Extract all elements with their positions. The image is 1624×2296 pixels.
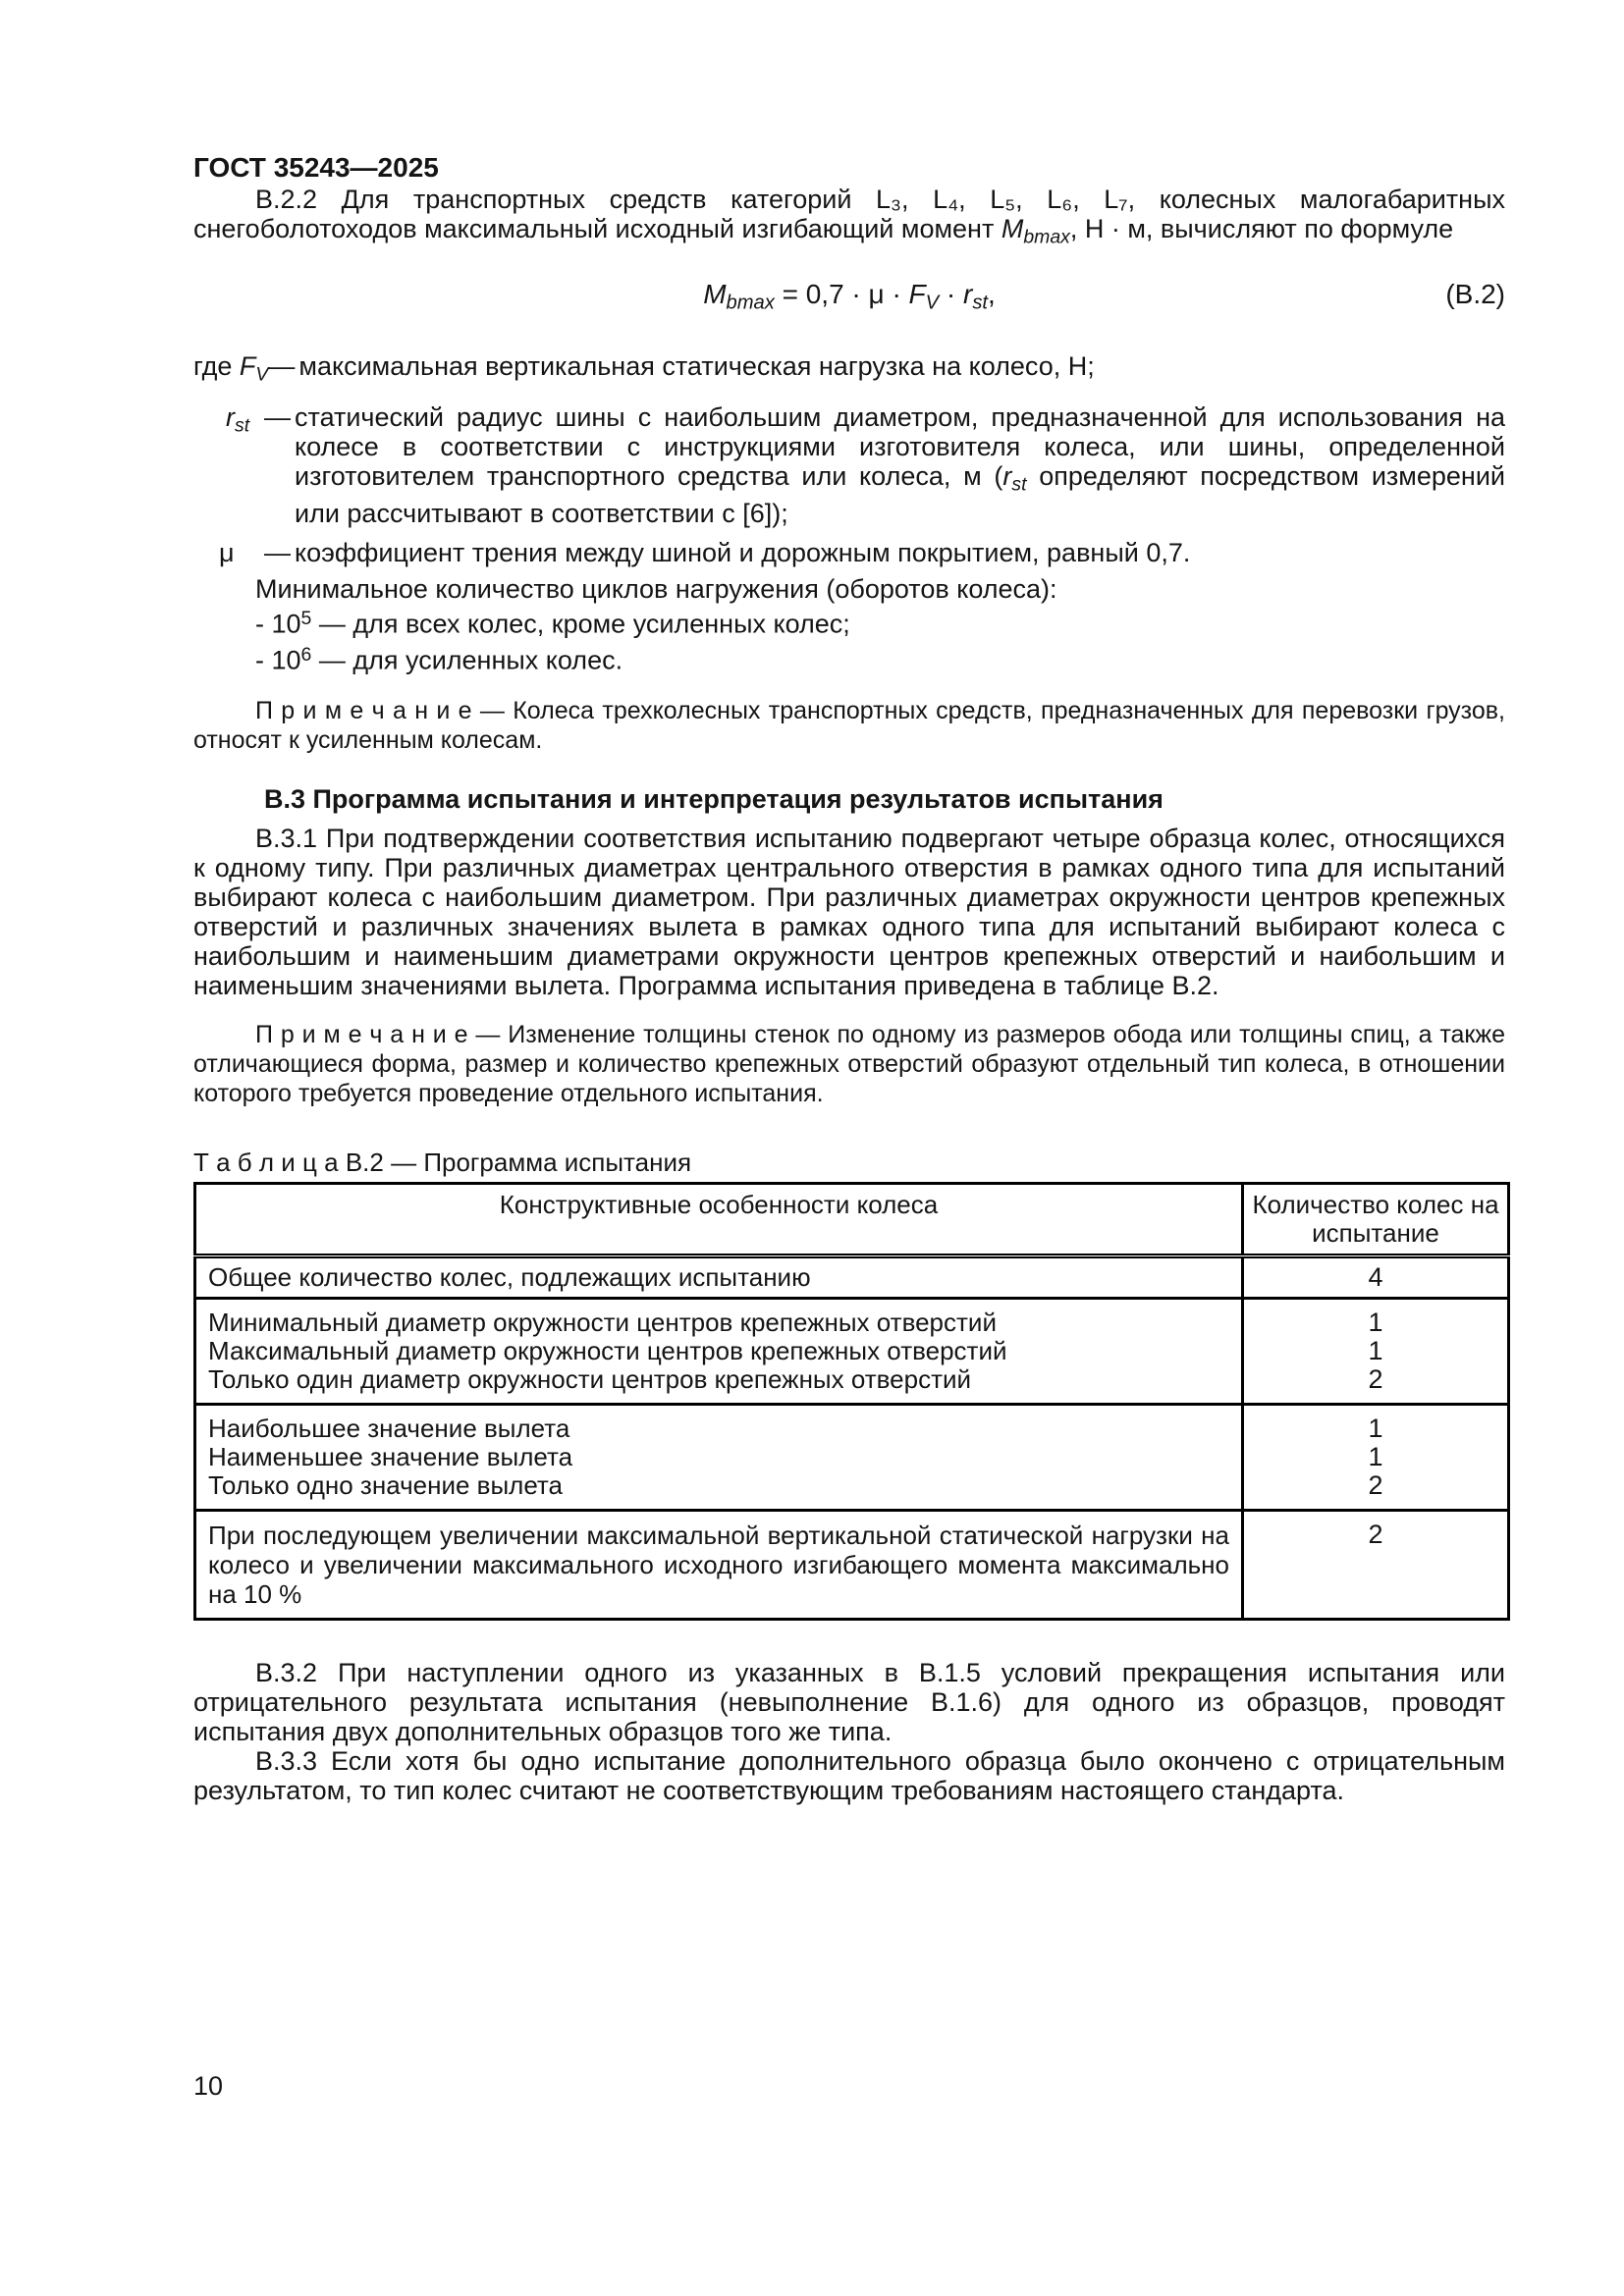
b22-moment-symbol: M: [1001, 214, 1024, 243]
cycles-item-1: [193, 604, 1505, 640]
cycle-2-base: 10: [271, 645, 301, 675]
group-bolt-circle-texts: [195, 1298, 1243, 1404]
cell-text: При последующем увеличении максимальной вертикальной статической нагрузки на колесо и увеличении максимального исходного изгибающего момента максимально на 10 %: [208, 1520, 1229, 1609]
paragraph-b22: [193, 185, 1505, 251]
paragraph-b31: В.3.1 При подтверждении соответствия испытанию подвергают четыре образца колес, относящихся к одному типу. При различных диаметрах центрального отверстия в рамках одного типа для испытаний выбирают колеса с наибольшим диаметром. При различных диаметрах окружности центров крепежных отверстий и различных значениях вылета в рамках одного типа для испытаний выбирают колеса с наибольшим и наименьшим диаметрами окружности центров крепежных отверстий и наибольшим и наименьшим значениями вылета. Программа испытания приведена в таблице В.2.: [193, 823, 1505, 1000]
cell-value: 1: [1368, 1335, 1383, 1365]
cycle-2-prefix: -: [255, 645, 272, 675]
note-1-label: П р и м е ч а н и е: [255, 696, 472, 724]
formula-expression: [703, 279, 996, 315]
b22-text-3: , Н · м, вычисляют по формуле: [1069, 214, 1454, 243]
cycles-item-2: [193, 640, 1505, 676]
cycle-1-prefix: -: [255, 610, 272, 640]
definition-mu: [193, 538, 1505, 567]
definition-fv: [193, 351, 1505, 389]
table-row: [195, 1510, 1509, 1619]
fv-symbol-sub: V: [255, 363, 269, 386]
rst-inline-symbol: r: [1002, 460, 1012, 491]
cycle-2-text: — для усиленных колес.: [311, 645, 623, 675]
note-2-label: П р и м е ч а н и е: [255, 1020, 468, 1048]
b22-text-1: В.2.2 Для транспортных средств категорий: [255, 185, 877, 214]
cell-value: 1: [1368, 1441, 1383, 1471]
table-body: [195, 1255, 1509, 1619]
cell-text: Только один диаметр окружности центров крепежных отверстий: [208, 1364, 972, 1394]
rst-text-pre: статический радиус шины с наибольшим диаметром, предназначенной для использования на колесе в соответствии с инструкциями изготовителя колеса, или шины, определенной изготовителем транспортного средства или колеса, м (: [295, 401, 1505, 491]
definition-fv-text: максимальная вертикальная статическая нагрузка на колесо, Н;: [298, 351, 1095, 382]
cell-text: Максимальный диаметр окружности центров крепежных отверстий: [208, 1336, 1007, 1365]
rst-inline-symbol-sub: st: [1011, 473, 1027, 496]
formula-m-sub: bmax: [726, 293, 775, 315]
definition-dash: —: [264, 401, 291, 432]
fv-symbol: F: [239, 351, 256, 382]
cycles-intro: Минимальное количество циклов нагружения (оборотов колеса):: [255, 574, 1057, 605]
formula-m-base: M: [703, 279, 727, 310]
definition-rst: [193, 402, 1505, 528]
cell-value: 1: [1368, 1413, 1383, 1443]
section-heading-b3: В.3 Программа испытания и интерпретация результатов испытания: [264, 783, 1164, 814]
definition-fv-term: [193, 351, 268, 389]
table-row: [195, 1298, 1509, 1404]
table-row: [195, 1255, 1509, 1298]
row-load-increase-text: [195, 1510, 1243, 1619]
table-head: [195, 1183, 1509, 1255]
b22-moment-subscript: bmax: [1023, 226, 1070, 248]
cycle-1-text: — для всех колес, кроме усиленных колес;: [311, 610, 850, 640]
formula-f-base: F: [908, 279, 926, 310]
page-number: 10: [193, 2071, 224, 2101]
formula-r-base: r: [963, 279, 973, 310]
group-bolt-circle-values: [1243, 1298, 1509, 1404]
page-content: [193, 0, 1505, 1805]
cell-value: 2: [1368, 1363, 1383, 1394]
rst-symbol: r: [226, 401, 235, 432]
rst-symbol-sub: st: [235, 414, 250, 437]
table-caption-title: — Программа испытания: [383, 1147, 692, 1177]
row-total-wheels-text: [195, 1255, 1243, 1298]
cycle-1-base: 10: [271, 610, 301, 640]
cell-text: Наименьшее значение вылета: [208, 1442, 573, 1471]
formula-comma: ,: [988, 279, 996, 310]
column-header-wheel-count: Количество колес на испытание: [1243, 1183, 1509, 1255]
cycle-1-exponent: 5: [300, 608, 312, 630]
cell-text: Минимальный диаметр окружности центров крепежных отверстий: [208, 1308, 997, 1337]
cell-text: Наибольшее значение вылета: [208, 1414, 570, 1443]
b22-text-2: , колесных малогабаритных снегоболотоходов максимальный исходный изгибающий момент: [193, 185, 1505, 243]
cell-text: Только одно значение вылета: [208, 1470, 563, 1500]
definition-rst-term: [193, 402, 264, 528]
where-prefix: где: [193, 351, 240, 382]
cell-value: 1: [1368, 1307, 1383, 1337]
paragraph-b33: В.3.3 Если хотя бы одно испытание дополнительного образца было окончено с отрицательным результатом, то тип колес считают не соответствующим требованиям настоящего стандарта.: [193, 1745, 1505, 1805]
definition-dash: —: [268, 351, 296, 382]
formula-dot: ·: [939, 279, 963, 310]
formula-r-sub: st: [972, 293, 989, 315]
b22-vehicle-categories: L₃, L₄, L₅, L₆, L₇: [876, 185, 1128, 214]
note-1: [193, 696, 1505, 755]
rst-text-post: определяют посредством измерений или рассчитывают в соответствии с [6]);: [295, 460, 1505, 529]
cell-value: 4: [1368, 1261, 1383, 1292]
table-row: [195, 1404, 1509, 1510]
cycle-2-exponent: 6: [300, 644, 312, 667]
cell-value: 2: [1368, 1469, 1383, 1500]
standard-designation: ГОСТ 35243—2025: [193, 152, 439, 183]
formula-number: (В.2): [1445, 279, 1505, 310]
formula-f-sub: V: [925, 293, 940, 315]
row-total-wheels-value: [1243, 1255, 1509, 1298]
formula-equals-part: = 0,7 · μ ·: [774, 279, 909, 310]
cell-value: 2: [1368, 1519, 1383, 1549]
definition-mu-text: коэффициент трения между шиной и дорожным покрытием, равный 0,7.: [295, 538, 1191, 568]
mu-symbol: μ: [219, 538, 235, 568]
definition-dash: —: [264, 538, 291, 568]
test-program-table: [193, 1182, 1510, 1621]
table-header-row: [195, 1183, 1509, 1255]
definition-rst-text: [295, 402, 1505, 528]
column-header-features: Конструктивные особенности колеса: [195, 1183, 1243, 1255]
table-caption-label: Т а б л и ц а В.2: [193, 1147, 384, 1177]
row-load-increase-value: [1243, 1510, 1509, 1619]
note-2-text: — Изменение толщины стенок по одному из размеров обода или толщины спиц, а также отличающиеся форма, размер и количество крепежных отверстий образуют отдельный тип колеса, в отношении которого требуется проведение отдельного испытания.: [193, 1020, 1505, 1107]
note-2: [193, 1020, 1505, 1108]
group-offset-texts: [195, 1404, 1243, 1510]
cell-text: Общее количество колес, подлежащих испытанию: [208, 1262, 811, 1292]
paragraph-b32: В.3.2 При наступлении одного из указанных в В.1.5 условий прекращения испытания или отрицательного результата испытания (невыполнение В.1.6) для одного из образцов, проводят испытания двух дополнительных образцов того же типа.: [193, 1657, 1505, 1746]
table-caption: [193, 1148, 1505, 1177]
formula-b2: [193, 275, 1505, 318]
group-offset-values: [1243, 1404, 1509, 1510]
note-1-text: — Колеса трехколесных транспортных средств, предназначенных для перевозки грузов, относят к усиленным колесам.: [193, 696, 1505, 754]
